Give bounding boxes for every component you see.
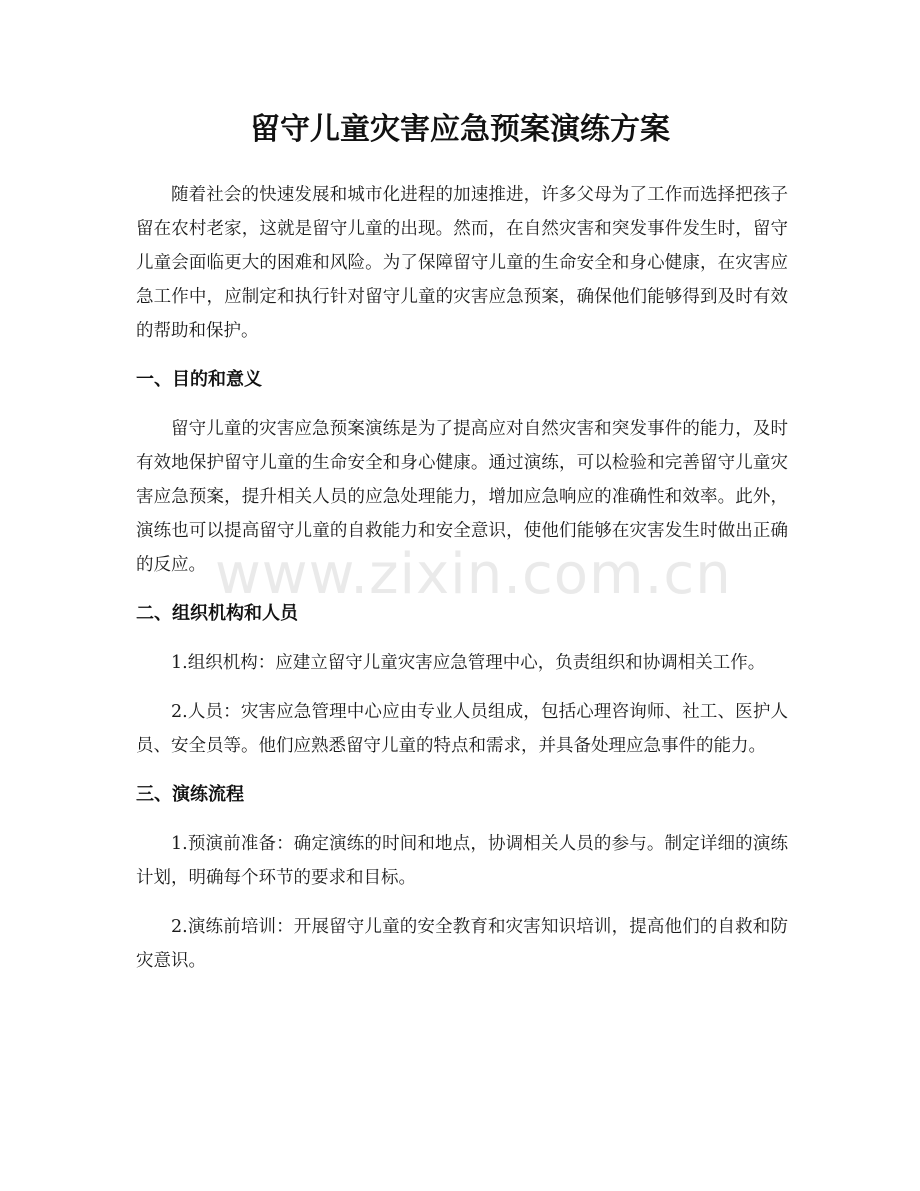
section-heading-organization: 二、组织机构和人员	[136, 603, 298, 624]
document-body	[136, 178, 788, 993]
document-title: 留守儿童灾害应急预案演练方案	[250, 112, 670, 147]
section-heading-drill-process: 三、演练流程	[136, 784, 244, 805]
purpose-paragraph: 留守儿童的灾害应急预案演练是为了提高应对自然灾害和突发事件的能力，及时有效地保护留守儿童的生命安全和身心健康。通过演练，可以检验和完善留守儿童灾害应急预案，提升相关人员的应急处理能力，增加应急响应的准确性和效率。此外，演练也可以提高留守儿童的自救能力和安全意识，使他们能够在灾害发生时做出正确的反应。	[136, 419, 788, 575]
preparation-paragraph: 1.预演前准备：确定演练的时间和地点，协调相关人员的参与。制定详细的演练计划，明确每个环节的要求和目标。	[136, 834, 788, 888]
intro-paragraph: 随着社会的快速发展和城市化进程的加速推进，许多父母为了工作而选择把孩子留在农村老家，这就是留守儿童的出现。然而，在自然灾害和突发事件发生时，留守儿童会面临更大的困难和风险。为了保障留守儿童的生命安全和身心健康，在灾害应急工作中，应制定和执行针对留守儿童的灾害应急预案，确保他们能够得到及时有效的帮助和保护。	[136, 185, 788, 341]
watermark: www.zixin.com.cn	[215, 542, 732, 607]
organization-paragraph: 1.组织机构：应建立留守儿童灾害应急管理中心，负责组织和协调相关工作。	[171, 653, 766, 673]
training-paragraph: 2.演练前培训：开展留守儿童的安全教育和灾害知识培训，提高他们的自救和防灾意识。	[136, 917, 788, 971]
personnel-paragraph: 2.人员：灾害应急管理中心应由专业人员组成，包括心理咨询师、社工、医护人员、安全员等。他们应熟悉留守儿童的特点和需求，并具备处理应急事件的能力。	[136, 702, 788, 756]
section-heading-purpose: 一、目的和意义	[136, 369, 262, 390]
